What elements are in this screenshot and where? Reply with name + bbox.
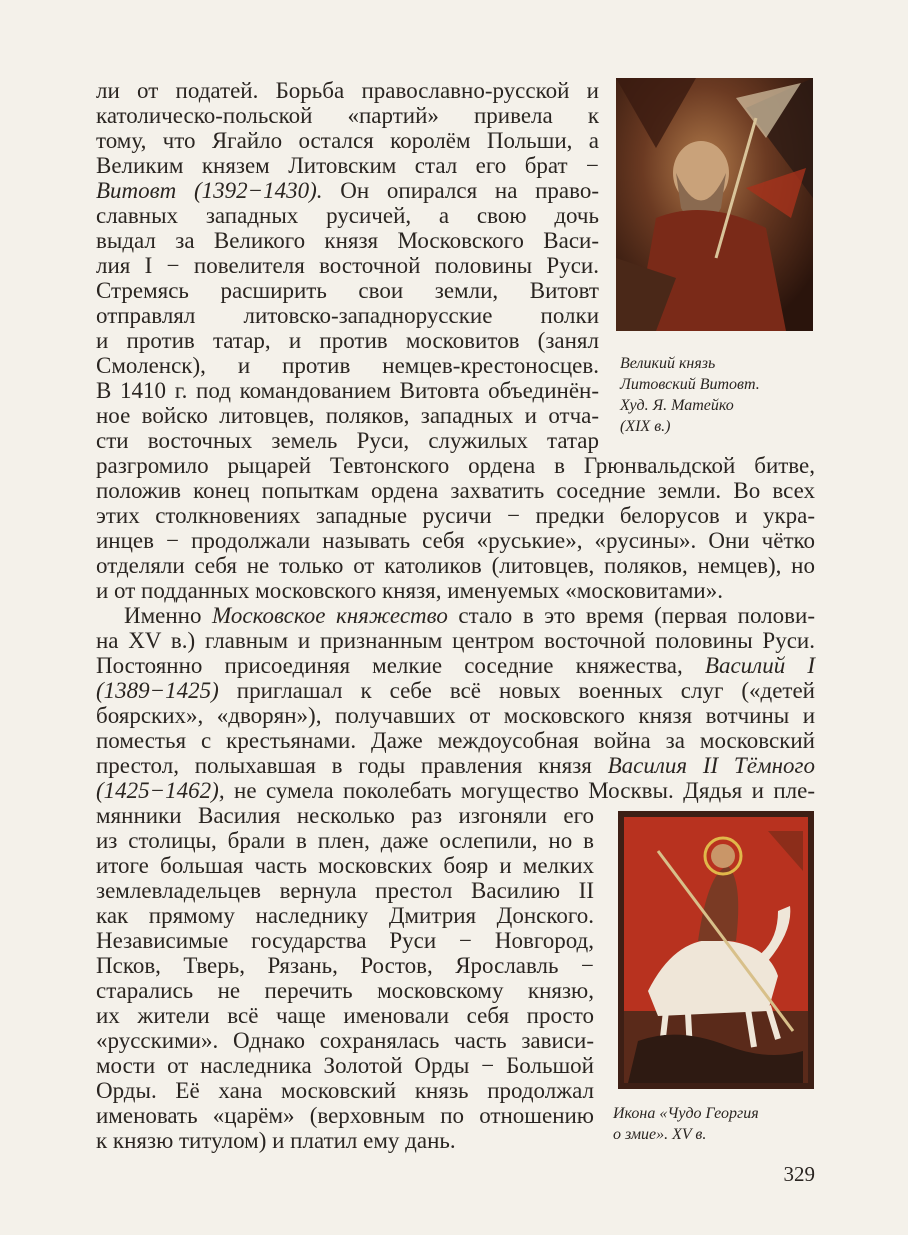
page-number: 329 <box>783 1162 815 1186</box>
text-line <box>96 603 815 628</box>
caption-line: о змие». XV в. <box>613 1126 707 1143</box>
text-line <box>96 778 815 803</box>
text-run: Постоянно присоединяя мелкие соседние княжества, <box>96 653 705 678</box>
text-line <box>96 678 815 703</box>
text-line: славных западных русичей, а свою дочь <box>96 203 599 228</box>
text-line: этих столкновениях западные русичи − предки белорусов и укра- <box>96 503 815 528</box>
text-line: католическо-польской «партий» привела к <box>96 103 599 128</box>
text-line: как прямому наследнику Дмитрия Донского. <box>96 903 594 928</box>
text-run: не сумела поколебать могущество Москвы. Дядья и пле- <box>224 778 815 803</box>
text-run: приглашал к себе всё новых военных слуг («детей <box>218 678 815 703</box>
vitovt-painting <box>616 78 813 331</box>
text-line: именовать «царём» (верховным по отношению <box>96 1103 594 1128</box>
text-line: «русскими». Однако сохранялась часть зависи- <box>96 1028 594 1053</box>
text-line: к князю титулом) и платил ему дань. <box>96 1128 456 1153</box>
text-line: Стремясь расширить свои земли, Витовт <box>96 278 599 303</box>
text-line: мянники Василия несколько раз изгоняли его <box>96 803 594 828</box>
text-line: положив конец попыткам ордена захватить соседние земли. Во всех <box>96 478 815 503</box>
text-line <box>96 178 599 203</box>
text-line: боярских», «дворян»), получавших от московского князя вотчины и <box>96 703 815 728</box>
text-run: Он опирался на право- <box>322 178 600 203</box>
text-run: Именно <box>124 603 213 628</box>
text-line: и против татар, и против московитов (занял <box>96 328 599 353</box>
figure-caption-george <box>613 1103 759 1145</box>
text-line: отделяли себя не только от католиков (литовцев, поляков, немцев), но <box>96 553 815 578</box>
text-line: Орды. Её хана московский князь продолжал <box>96 1078 594 1103</box>
icon-george-dragon-icon <box>618 811 814 1089</box>
caption-line: Литовский Витовт. <box>620 376 760 393</box>
text-line: Смоленск), и против немцев-крестоносцев. <box>96 353 599 378</box>
text-line: инцев − продолжали называть себя «руськие», «русины». Они чётко <box>96 528 815 553</box>
italic-term: Василий I <box>704 653 815 678</box>
text-line: отправлял литовско-западнорусские полки <box>96 303 599 328</box>
text-line: лия I − повелителя восточной половины Руси. <box>96 253 599 278</box>
text-run: стало в это время (первая полови- <box>447 603 815 628</box>
text-line: из столицы, брали в плен, даже ослепили, но в <box>96 828 594 853</box>
text-line: Псков, Тверь, Рязань, Ростов, Ярославль − <box>96 953 594 978</box>
figure-caption-vitovt <box>620 353 760 437</box>
painting-vitovt-icon <box>616 78 813 331</box>
text-line: разгромило рыцарей Тевтонского ордена в Грюнвальдской битве, <box>96 453 815 478</box>
text-line: итоге большая часть московских бояр и мелких <box>96 853 594 878</box>
text-line: и от подданных московского князя, именуемых «московитами». <box>96 578 723 603</box>
text-line: Независимые государства Руси − Новгород, <box>96 928 594 953</box>
text-line: на XV в.) главным и признанным центром восточной половины Руси. <box>96 628 815 653</box>
italic-term: (1425−1462), <box>96 778 225 803</box>
italic-term: Витовт (1392−1430). <box>96 178 323 203</box>
text-line: ное войско литовцев, поляков, западных и отча- <box>96 403 599 428</box>
george-icon-image <box>618 811 814 1089</box>
text-run: престол, полыхавшая в годы правления князя <box>96 753 608 778</box>
text-line: старались не перечить московскому князю, <box>96 978 594 1003</box>
italic-term: Московское княжество <box>212 603 448 628</box>
text-line: тому, что Ягайло остался королём Польши, а <box>96 128 599 153</box>
text-line: В 1410 г. под командованием Витовта объединён- <box>96 378 599 403</box>
caption-line: Икона «Чудо Георгия <box>613 1105 759 1122</box>
caption-line: Великий князь <box>620 355 716 372</box>
text-line <box>96 653 815 678</box>
text-line: ли от податей. Борьба православно-русской и <box>96 78 599 103</box>
text-line: сти восточных земель Руси, служилых татар <box>96 428 599 453</box>
text-line: землевладельцев вернула престол Василию II <box>96 878 594 903</box>
italic-term: (1389−1425) <box>96 678 219 703</box>
text-line: поместья с крестьянами. Даже междоусобная война за московский <box>96 728 815 753</box>
text-line: их жители всё чаще именовали себя просто <box>96 1003 594 1028</box>
text-line: мости от наследника Золотой Орды − Большой <box>96 1053 594 1078</box>
text-line <box>96 753 815 778</box>
caption-line: (XIX в.) <box>620 418 671 435</box>
italic-term: Василия II Тёмного <box>607 753 815 778</box>
text-line: выдал за Великого князя Московского Васи- <box>96 228 599 253</box>
text-line: Великим князем Литовским стал его брат − <box>96 153 599 178</box>
caption-line: Худ. Я. Матейко <box>620 397 734 414</box>
